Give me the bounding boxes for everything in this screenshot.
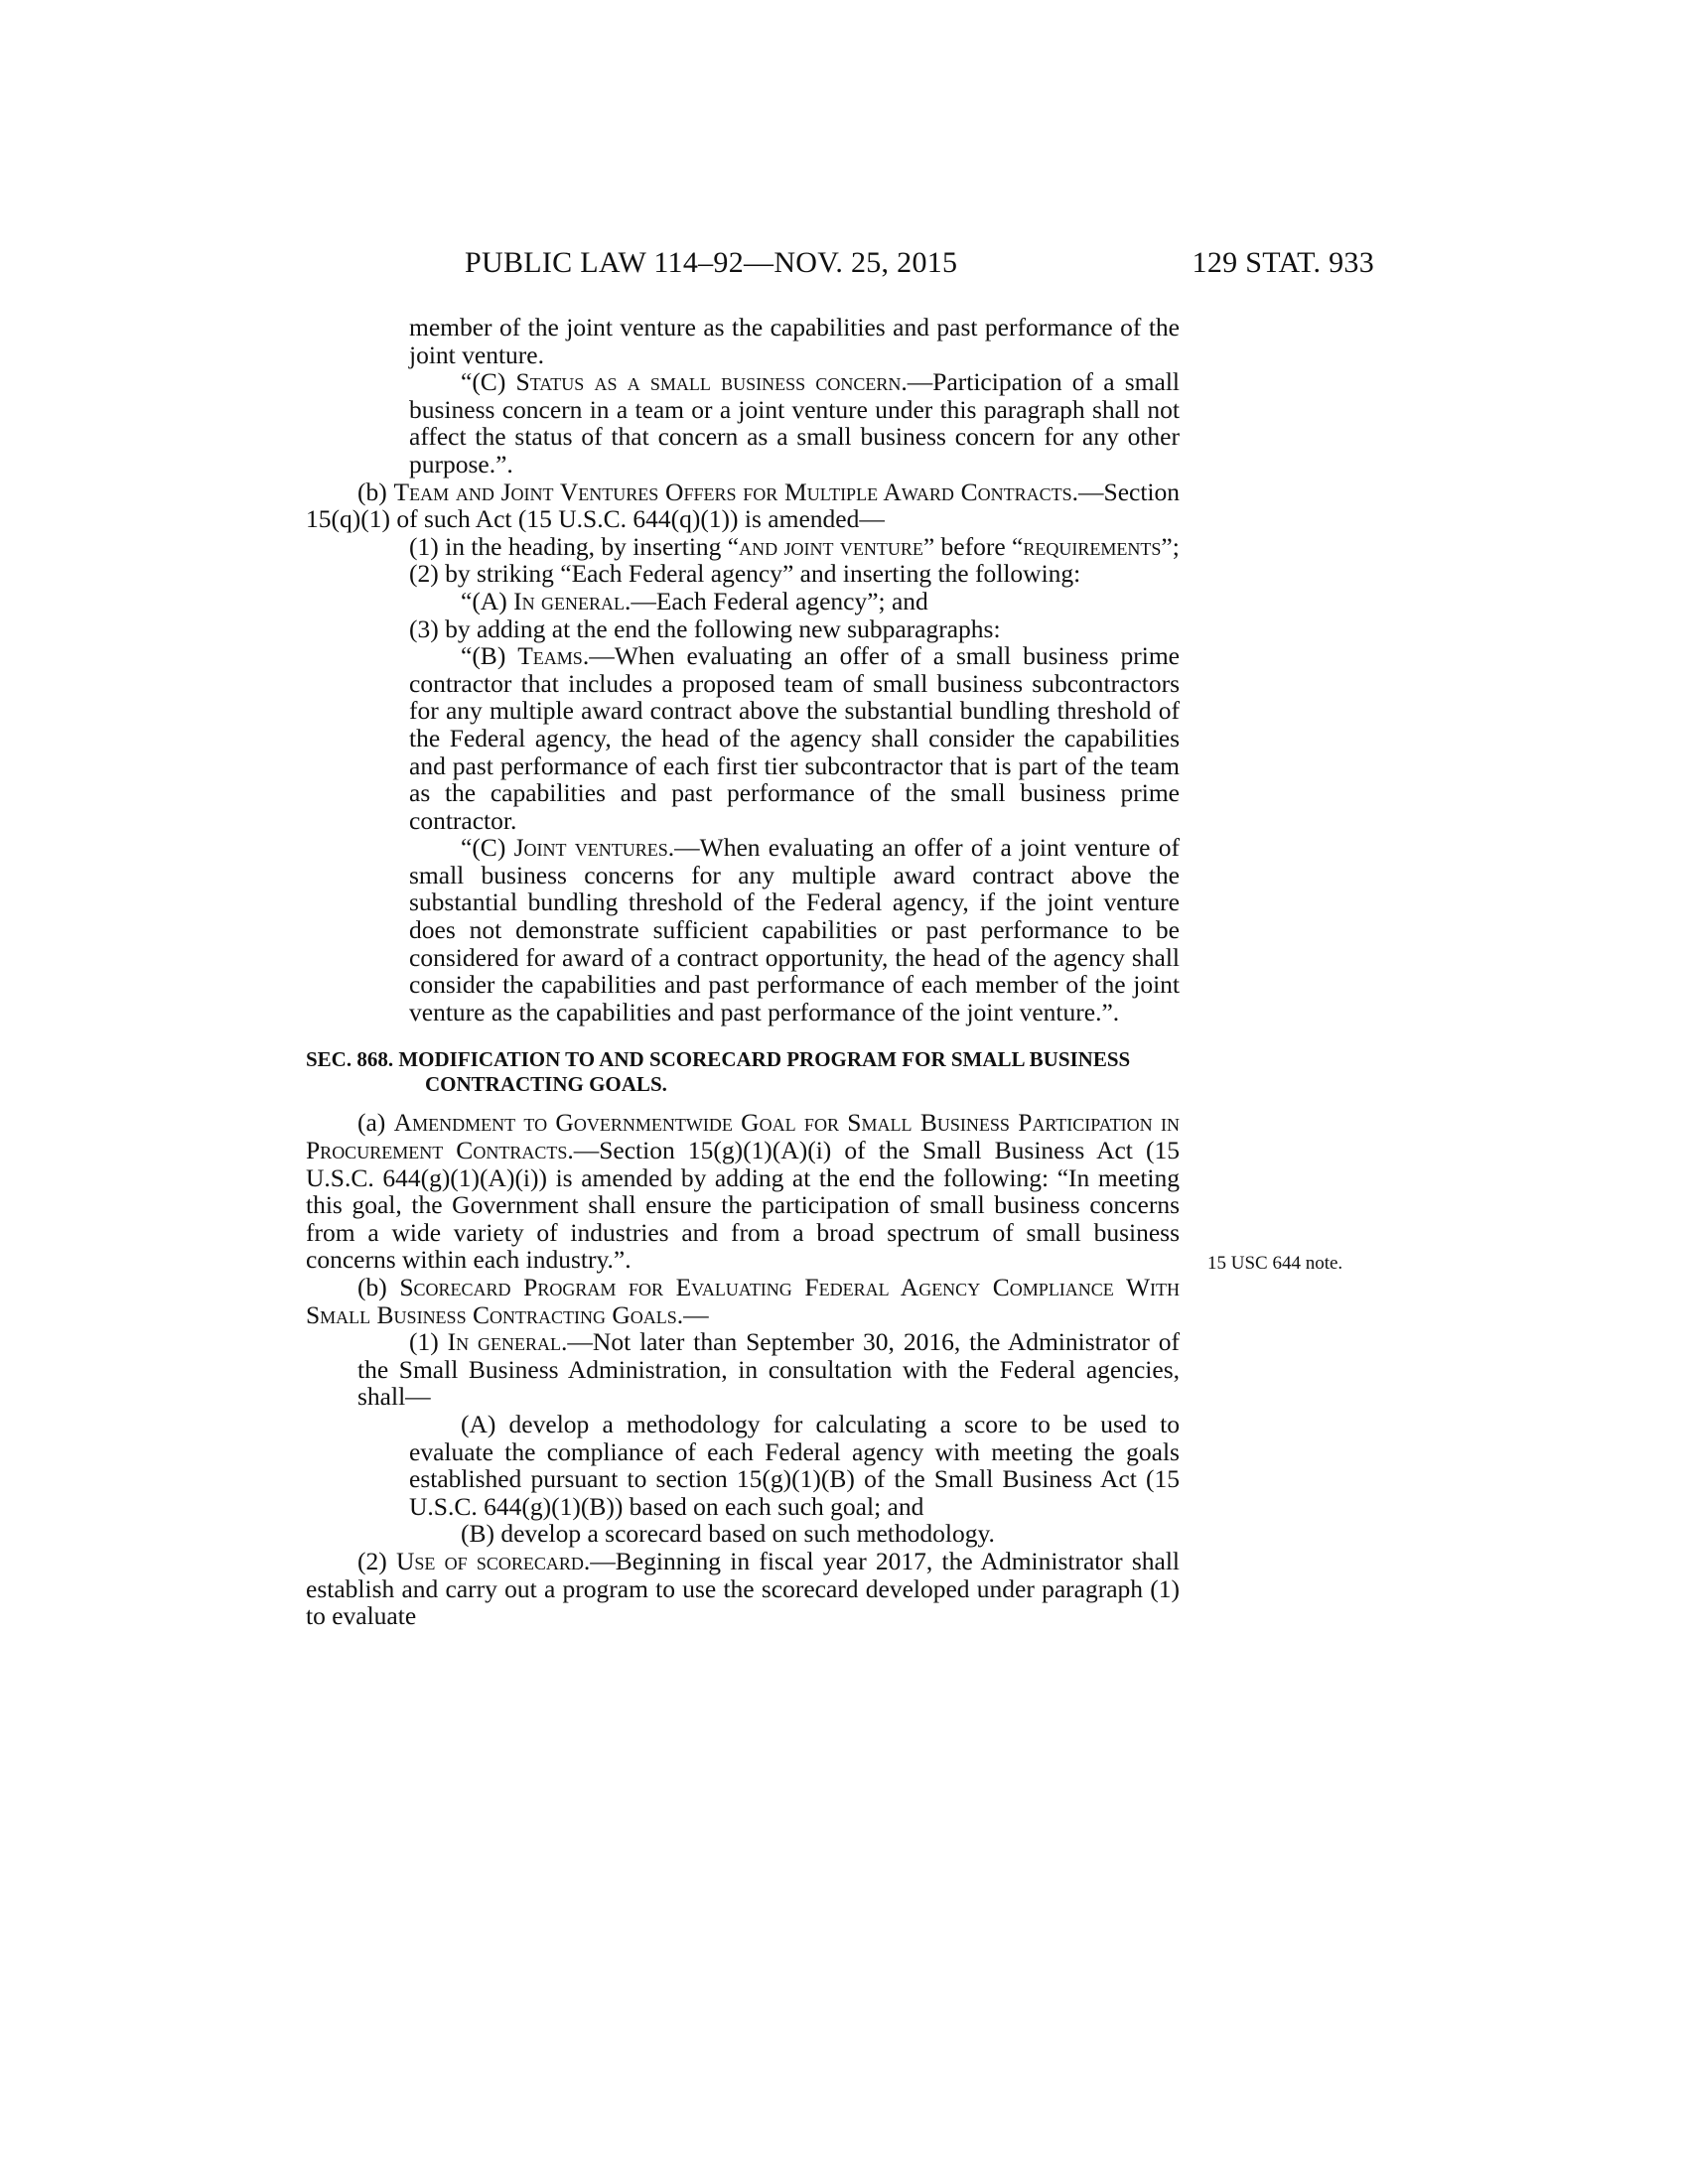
paragraph: (2) Use of scorecard.—Beginning in fiscal year 2017, the Administrator shall establish and carry out a program to use the scorecard developed under paragraph (1) to evaluate [306, 1546, 1180, 1631]
paragraph: (2) by striking “Each Federal agency” and inserting the following: [409, 559, 1081, 589]
paragraph: (3) by adding at the end the following new subparagraphs: [409, 614, 1001, 643]
paragraph: member of the joint venture as the capabilities and past performance of the joint venture. [409, 313, 1180, 369]
section-heading: SEC. 868. MODIFICATION TO AND SCORECARD PROGRAM FOR SMALL BUSINESS CONTRACTING GOALS. [306, 1047, 1131, 1097]
paragraph: (1) In general.—Not later than September 30, 2016, the Administrator of the Small Business Administration, in consultation with the Federal agencies, shall— [357, 1327, 1180, 1412]
page-header-title: PUBLIC LAW 114–92—NOV. 25, 2015 [465, 246, 958, 279]
margin-note: 15 USC 644 note. [1207, 1253, 1343, 1274]
paragraph: “(C) Joint ventures.—When evaluating an offer of a joint venture of small business concerns for any multiple award contract above the substantial bundling threshold of the Federal agency, if the joint venture does not demonstrate sufficient capabilities or past performance to be considered for award of a contract opportunity, the head of the agency shall consider the capabilities and past performance of each member of the joint venture as the capabilities and past performance of the joint venture.”. [409, 833, 1181, 1026]
paragraph: (A) develop a methodology for calculating a score to be used to evaluate the compliance of each Federal agency with meeting the goals established pursuant to section 15(g)(1)(B) of the Small Business Act (15 U.S.C. 644(g)(1)(B)) based on each such goal; and [409, 1409, 1180, 1521]
paragraph: (b) Scorecard Program for Evaluating Federal Agency Compliance With Small Business Contracting Goals.— [306, 1273, 1181, 1329]
document-body [306, 314, 1180, 1630]
paragraph: (1) in the heading, by inserting “and joint venture” before “requirements”; [409, 531, 1180, 561]
paragraph: “(B) Teams.—When evaluating an offer of a small business prime contractor that includes a proposed team of small business subcontractors for any multiple award contract above the substantial bundling threshold of the Federal agency, the head of the agency shall consider the capabilities and past performance of each first tier subcontractor that is part of the team as the capabilities and past performance of the small business prime contractor. [409, 641, 1180, 835]
page-header-stat: 129 STAT. 933 [1192, 246, 1374, 279]
paragraph: (a) Amendment to Governmentwide Goal for Small Business Participation in Procurement Contracts.—Section 15(g)(1)(A)(i) of the Small Business Act (15 U.S.C. 644(g)(1)(A)(i)) is amended by adding at the end the following: “In meeting this goal, the Government shall ensure the participation of small business concerns from a wide variety of industries and from a broad spectrum of small business concerns within each industry.”. [306, 1108, 1180, 1275]
paragraph: “(C) Status as a small business concern.—Participation of a small business concern in a team or a joint venture under this paragraph shall not affect the status of that concern as a small business concern for any other purpose.”. [409, 367, 1181, 478]
paragraph: (b) Team and Joint Ventures Offers for Multiple Award Contracts.—Section 15(q)(1) of such Act (15 U.S.C. 644(q)(1)) is amended— [306, 477, 1181, 534]
paragraph: (B) develop a scorecard based on such methodology. [461, 1519, 995, 1549]
paragraph: “(A) In general.—Each Federal agency”; and [461, 586, 928, 615]
